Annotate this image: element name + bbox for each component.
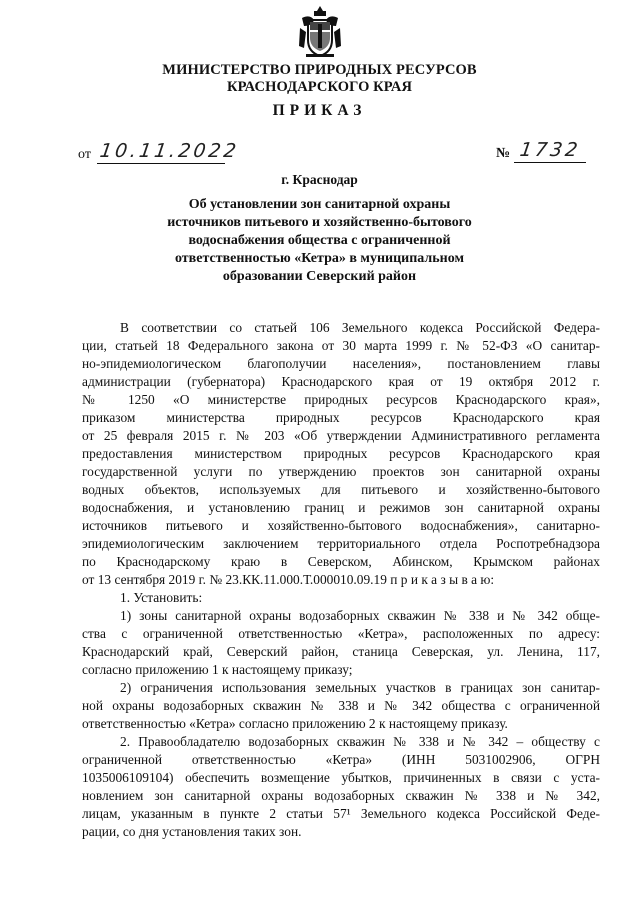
clause-2-text-line: 2. Правообладателю водозаборных скважин № 338 и № 342 – обществу с bbox=[120, 734, 600, 749]
number-label: № bbox=[496, 146, 511, 161]
body-text-line: рации, со дня установления таких зон. bbox=[82, 824, 302, 839]
order-title-line: ответственностью «Кетра» в муниципальном bbox=[174, 251, 465, 266]
date-label: от bbox=[78, 147, 91, 162]
clause-1-heading: 1. Установить: bbox=[120, 590, 203, 605]
body-text-line: В соответствии со статьей 106 Земельного кодекса Российской Федера- bbox=[120, 320, 600, 335]
body-text-line: согласно приложению 1 к настоящему приказу; bbox=[82, 662, 353, 677]
body-text-line: но-эпидемиологическом благополучии населения», постановлением главы bbox=[82, 356, 600, 371]
handwritten-number: 1732 bbox=[518, 139, 582, 161]
city: г. Краснодар bbox=[281, 172, 358, 187]
body-text-line: 2) ограничения использования земельных участков в границах зон санитар- bbox=[120, 680, 600, 695]
body-text-line: 1035006109104) обеспечить возмещение убытков, причиненных в связи с уста- bbox=[82, 770, 600, 785]
order-title-line: образовании Северский район bbox=[222, 269, 417, 284]
body-text-line: эпидемиологическим заключением территориального отдела Роспотребнадзора bbox=[82, 536, 600, 551]
body-text-line: предоставления министерством природных ресурсов Краснодарского края bbox=[82, 446, 600, 461]
body-text-line: по Краснодарскому краю в Северском, Абинском, Крымском районах bbox=[82, 554, 600, 569]
ministry-name-line2: КРАСНОДАРСКОГО КРАЯ bbox=[226, 79, 413, 95]
ministry-name-line1: МИНИСТЕРСТВО ПРИРОДНЫХ РЕСУРСОВ bbox=[162, 62, 477, 78]
body-text-line: Краснодарский край, Северский район, станица Северская, ул. Ленина, 117, bbox=[82, 644, 600, 659]
body-text-line: государственной услуги по утверждению проектов зон санитарной охраны bbox=[82, 464, 600, 479]
handwritten-date: 10.11.2022 bbox=[98, 140, 241, 162]
body-text-line: ответственностью «Кетра» согласно приложению 2 к настоящему приказу. bbox=[82, 716, 508, 731]
date-underline bbox=[97, 163, 225, 164]
body-text-line: источников питьевого и хозяйственно-бытового водоснабжения», санитарно- bbox=[82, 518, 600, 533]
body-text-line: от 25 февраля 2015 г. № 203 «Об утверждении Административного регламента bbox=[82, 428, 600, 443]
number-underline bbox=[514, 162, 586, 163]
body-text-line: водных объектов, используемых для питьевого и хозяйственно-бытового bbox=[82, 482, 600, 497]
coat-of-arms-icon bbox=[296, 4, 344, 60]
body-text-line: ной охраны водозаборных скважин № 338 и № 342 общества с ограниченной bbox=[82, 698, 600, 713]
order-title-line: водоснабжения общества с ограниченной bbox=[188, 233, 451, 248]
body-text-line: 1) зоны санитарной охраны водозаборных скважин № 338 и № 342 обще- bbox=[120, 608, 600, 623]
body-text-line: ции, статьей 18 Федерального закона от 30 марта 1999 г. № 52-ФЗ «О санитар- bbox=[82, 338, 600, 353]
order-title-line: Об установлении зон санитарной охраны bbox=[188, 197, 451, 212]
body-text-line: ства с ограниченной ответственностью «Кетра», расположенных по адресу: bbox=[82, 626, 600, 641]
body-text-line: приказом министерства природных ресурсов Краснодарского края bbox=[82, 410, 600, 425]
body-text-line: № 1250 «О министерстве природных ресурсов Краснодарского края», bbox=[82, 392, 600, 407]
order-title-line: источников питьевого и хозяйственно-бытового bbox=[167, 215, 472, 230]
body-text-line: новлением зон санитарной охраны водозаборных скважин № 338 и № 342, bbox=[82, 788, 600, 803]
body-text-line: администрации (губернатора) Краснодарского края от 19 октября 2012 г. bbox=[82, 374, 600, 389]
body-text-line: ограниченной ответственностью «Кетра» (ИНН 5031002906, ОГРН bbox=[82, 752, 600, 767]
body-text-line: от 13 сентября 2019 г. № 23.КК.11.000.Т.000010.09.19 п р и к а з ы в а ю: bbox=[82, 572, 495, 587]
document-type: ПРИКАЗ bbox=[272, 102, 367, 119]
body-text-line: водоснабжения, и установлению границ и режимов зон санитарной охраны bbox=[82, 500, 600, 515]
body-text-line: лицам, указанным в пункте 2 статьи 57¹ Земельного кодекса Российской Феде- bbox=[82, 806, 600, 821]
